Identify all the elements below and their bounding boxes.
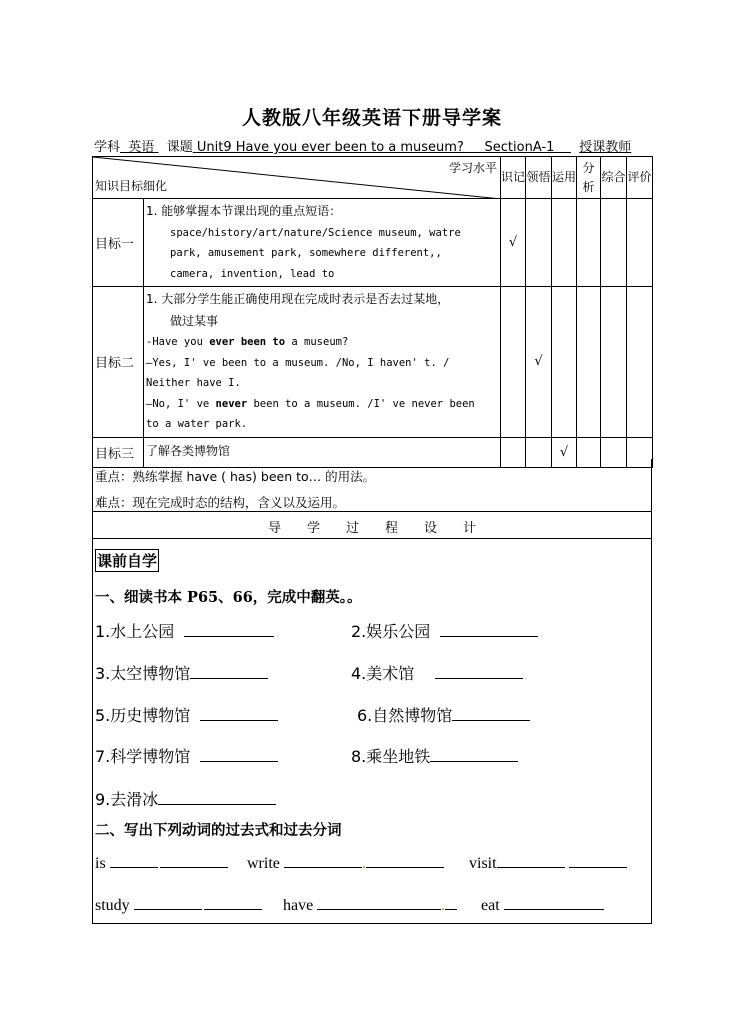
table-row [93,287,653,438]
row-content: 1. 大部分学生能正确使用现在完成时表示是否去过某地， 做过某事 -Have you ever been to a museum? —Yes, I' ve been to a museum. /No, I haven' t. / Neither have I. —No, I' ve never been to a museum. /I' ve never been to a water park. [144,287,501,438]
section-value: SectionA-1 [484,140,555,155]
table-row [93,199,653,287]
topic-label: 课题 [166,140,193,155]
section-two-heading: 二、写出下列动词的过去式和过去分词 [95,822,342,839]
guide-title: 导学过程设计 [267,521,502,536]
verb-item: study [95,895,262,915]
guide-title-box [92,512,652,539]
row-label: 目标三 [93,437,144,467]
translation-item: 8.乘坐地铁 [351,744,518,767]
check-mark: √ [552,437,577,467]
translation-item: 2.娱乐公园 [351,619,538,642]
verb-item: is [95,853,228,873]
diagonal-header-cell [93,157,501,199]
diag-bottom-label: 知识目标细化 [95,179,168,193]
verb-item: write . [247,853,444,873]
header-line [94,136,654,155]
subject-label: 学科 [94,140,121,155]
check-mark: √ [501,199,526,287]
key-point: 重点：熟练掌握 have ( has) been to… 的用法。 [95,469,376,484]
difficult-point: 难点：现在完成时态的结构，含义以及运用。 [95,495,346,510]
row-label: 目标一 [93,199,144,287]
key-points-box [92,459,652,512]
objectives-table [92,156,653,468]
self-study-section [92,539,652,924]
translation-item: 9.去滑冰 [95,787,276,810]
translation-item: 4.美术馆 [351,661,523,684]
level-header: 分析 [577,157,601,199]
level-header: 评价 [627,157,653,199]
translation-item: 3.太空博物馆 [95,661,268,684]
self-study-heading: 课前自学 [95,549,159,572]
verb-item: have . [283,895,457,915]
teacher-label: 授课教师 [579,140,632,155]
row-label: 目标二 [93,287,144,438]
level-header: 综合 [601,157,627,199]
page-title: 人教版八年级英语下册导学案 [241,107,502,129]
section-one-heading: 一、细读书本 P65、66，完成中翻英。。 [95,589,362,606]
topic-value: Unit9 Have you ever been to a museum? [196,140,464,155]
translation-item: 7.科学博物馆 [95,744,278,767]
verb-item: visit [469,853,627,873]
level-header: 领悟 [526,157,552,199]
verb-item: eat [481,895,604,915]
row-content: 1. 能够掌握本节课出现的重点短语： space/history/art/nature/Science museum, watre park, amusement park, somewhere different,, camera, invention, lead to [144,199,501,287]
translation-item: 1.水上公园 [95,619,274,642]
translation-item: 5.历史博物馆 [95,703,278,726]
diag-top-label: 学习水平 [448,161,497,175]
level-header: 运用 [552,157,577,199]
row-content: 了解各类博物馆 [144,437,501,467]
level-header: 识记 [501,157,526,199]
subject-value: 英语 [128,140,155,155]
check-mark: √ [526,287,552,438]
translation-item: 6.自然博物馆 [357,703,530,726]
